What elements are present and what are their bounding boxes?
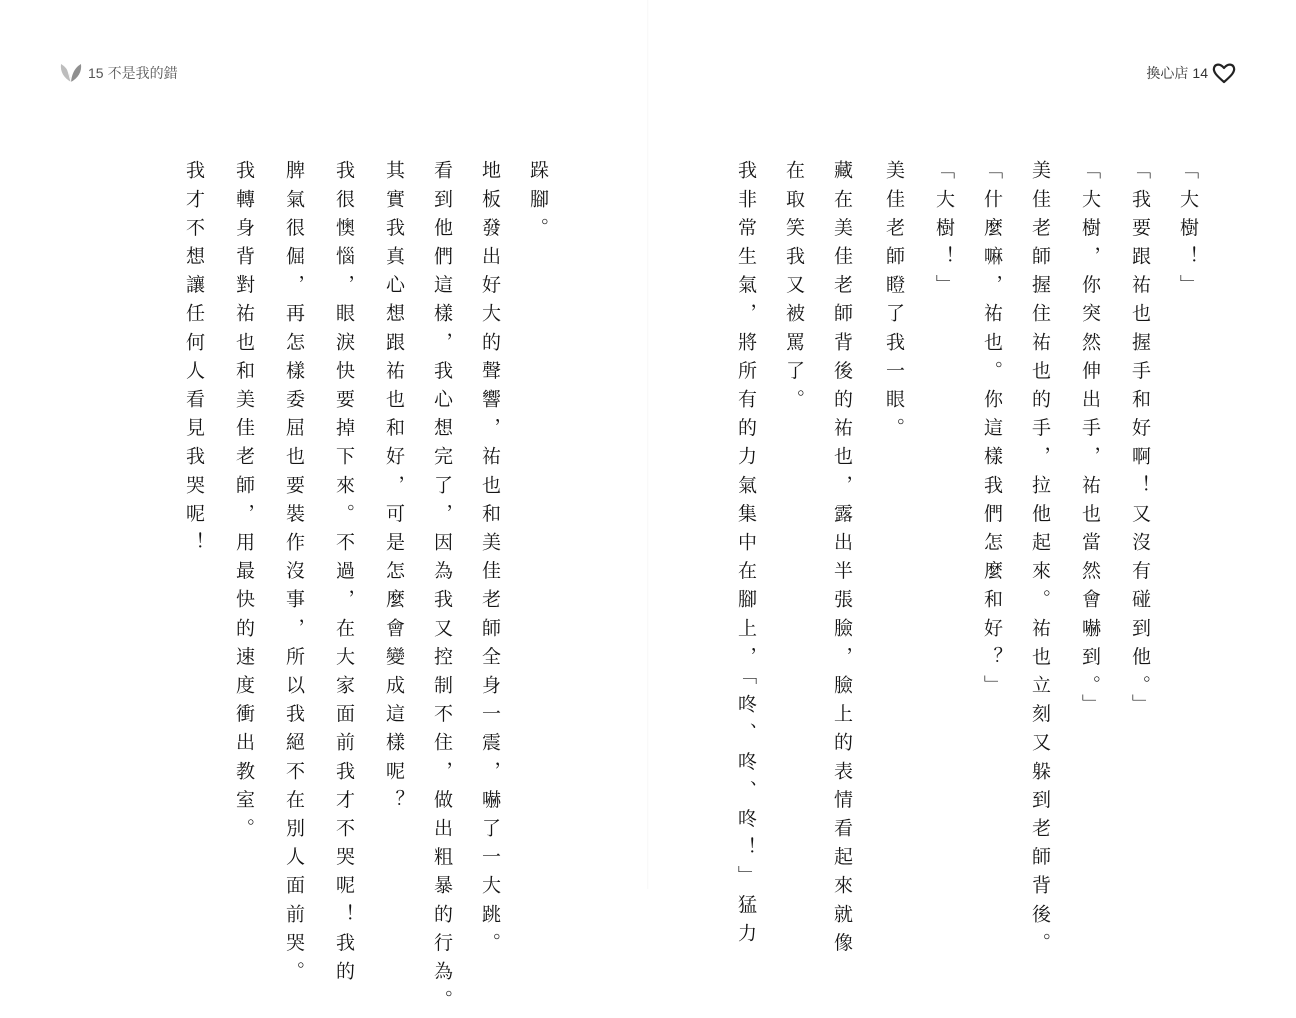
text-column: 美佳老師瞪了我一眼。: [883, 160, 905, 446]
text-column: 美佳老師握住祐也的手，拉他起來。祐也立刻又躲到老師背後。: [1029, 160, 1051, 961]
text-column: 我轉身背對祐也和美佳老師，用最快的速度衝出教室。: [233, 160, 255, 847]
text-column: 脾氣很倔，再怎樣委屈也要裝作沒事，所以我絕不在別人面前哭。: [283, 160, 305, 990]
text-column: 「大樹，你突然伸出手，祐也當然會嚇到。」: [1079, 160, 1101, 723]
book-title: 換心店: [1146, 65, 1189, 81]
text-column: 我才不想讓任何人看見我哭呢！: [183, 160, 205, 561]
text-column: 在取笑我又被罵了。: [783, 160, 805, 418]
text-column: 「什麼嘛，祐也。你這樣我們怎麼和好？」: [981, 160, 1003, 704]
text-column: 我非常生氣，將所有的力氣集中在腳上，「咚、咚、咚！」猛力: [735, 160, 757, 952]
right-page-number: 14: [1192, 65, 1208, 81]
text-column: 看到他們這樣，我心想完了，因為我又控制不住，做出粗暴的行為。: [431, 160, 453, 1018]
text-column: 其實我真心想跟祐也和好，可是怎麼會變成這樣呢？: [383, 160, 405, 818]
right-running-header: [1146, 62, 1236, 84]
leaf-icon: [58, 62, 84, 84]
text-column: 「大樹！」: [1177, 160, 1199, 303]
chapter-title: 不是我的錯: [107, 65, 178, 81]
heart-icon: [1212, 62, 1236, 84]
text-column: 跺腳。: [527, 160, 549, 246]
text-column: 「我要跟祐也握手和好啊！又沒有碰到他。」: [1129, 160, 1151, 723]
text-column: 我很懊惱，眼淚快要掉下來。不過，在大家面前我才不哭呢！我的: [333, 160, 355, 990]
text-column: 地板發出好大的聲響，祐也和美佳老師全身一震，嚇了一大跳。: [479, 160, 501, 961]
left-running-header: [58, 62, 178, 84]
right-page: [648, 0, 1296, 961]
left-page-number: 15: [88, 65, 104, 81]
text-column: 藏在美佳老師背後的祐也，露出半張臉，臉上的表情看起來就像: [831, 160, 853, 961]
text-column: 「大樹！」: [933, 160, 955, 303]
